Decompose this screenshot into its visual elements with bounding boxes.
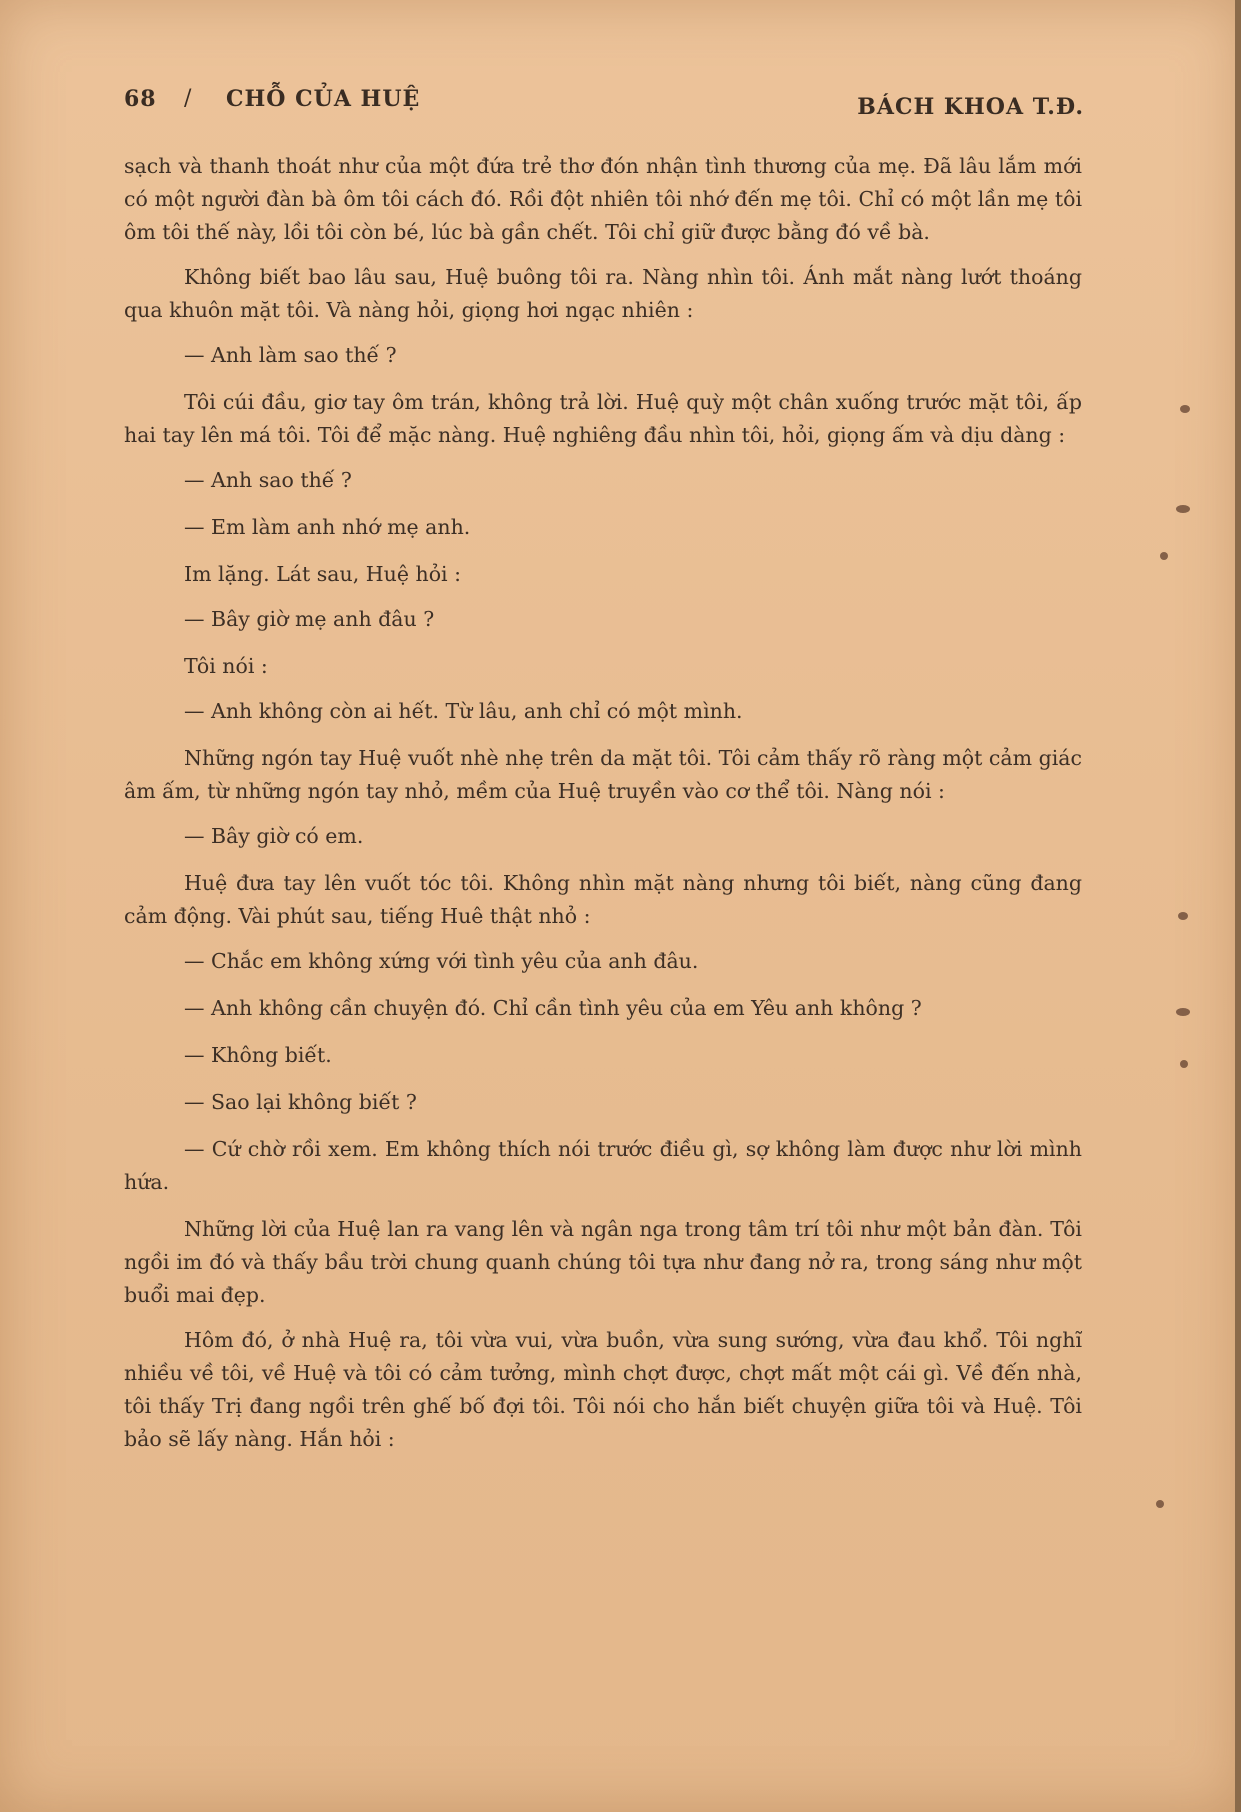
dialogue-line: — Cứ chờ rồi xem. Em không thích nói trước điều gì, sợ không làm được như lời mình hứa.: [124, 1137, 1082, 1194]
dialogue-line: — Bây giờ mẹ anh đâu ?: [184, 607, 435, 631]
paper-speck: [1180, 1060, 1188, 1068]
paragraph: Không biết bao lâu sau, Huệ buông tôi ra. Nàng nhìn tôi. Ánh mắt nàng lướt thoáng qua khuôn mặt tôi. Và nàng hỏi, giọng hơi ngạc nhiên :: [124, 265, 1082, 322]
dialogue-line: — Bây giờ có em.: [184, 824, 364, 848]
paper-speck: [1178, 912, 1188, 920]
journal-name: BÁCH KHOA T.Đ.: [857, 94, 1084, 120]
dialogue-line: — Chắc em không xứng với tình yêu của anh đâu.: [184, 949, 699, 973]
dialogue-line: — Anh không còn ai hết. Từ lâu, anh chỉ có một mình.: [184, 699, 743, 723]
header-separator: /: [184, 86, 193, 111]
dialogue-line: — Sao lại không biết ?: [184, 1090, 417, 1114]
page-number: 68: [124, 86, 157, 112]
dialogue-line: — Em làm anh nhớ mẹ anh.: [184, 515, 471, 539]
dialogue-line: — Anh làm sao thế ?: [184, 343, 397, 367]
body-text: [124, 150, 1082, 1468]
running-header: [124, 86, 1084, 126]
dialogue-line: — Anh sao thế ?: [184, 468, 352, 492]
page-edge: [1235, 0, 1241, 1812]
paper-speck: [1176, 1008, 1190, 1016]
paragraph: Hôm đó, ở nhà Huệ ra, tôi vừa vui, vừa buồn, vừa sung sướng, vừa đau khổ. Tôi nghĩ nhiều về tôi, về Huệ và tôi có cảm tưởng, mình chợt được, chợt mất một cái gì. Về đến nhà, tôi thấy Trị đang ngồi trên ghế bố đợi tôi. Tôi nói cho hắn biết chuyện giữa tôi và Huệ. Tôi bảo sẽ lấy nàng. Hắn hỏi :: [124, 1328, 1082, 1451]
paragraph: Những lời của Huệ lan ra vang lên và ngân nga trong tâm trí tôi như một bản đàn. Tôi ngồi im đó và thấy bầu trời chung quanh chúng tôi tựa như đang nở ra, trong sáng như một buổi mai đẹp.: [124, 1217, 1082, 1307]
paragraph: Những ngón tay Huệ vuốt nhè nhẹ trên da mặt tôi. Tôi cảm thấy rõ ràng một cảm giác âm ấm, từ những ngón tay nhỏ, mềm của Huệ truyền vào cơ thể tôi. Nàng nói :: [124, 746, 1082, 803]
paper-speck: [1156, 1500, 1164, 1508]
paragraph: Tôi nói :: [184, 654, 268, 678]
paper-speck: [1176, 505, 1190, 513]
paragraph: Tôi cúi đầu, giơ tay ôm trán, không trả lời. Huệ quỳ một chân xuống trước mặt tôi, ấp hai tay lên má tôi. Tôi để mặc nàng. Huệ nghiêng đầu nhìn tôi, hỏi, giọng ấm và dịu dàng :: [124, 390, 1082, 447]
paragraph: Huệ đưa tay lên vuốt tóc tôi. Không nhìn mặt nàng nhưng tôi biết, nàng cũng đang cảm động. Vài phút sau, tiếng Huê thật nhỏ :: [124, 871, 1082, 928]
paragraph: sạch và thanh thoát như của một đứa trẻ thơ đón nhận tình thương của mẹ. Đã lâu lắm mới có một người đàn bà ôm tôi cách đó. Rồi đột nhiên tôi nhớ đến mẹ tôi. Chỉ có một lần mẹ tôi ôm tôi thế này, lồi tôi còn bé, lúc bà gần chết. Tôi chỉ giữ được bằng đó về bà.: [124, 154, 1082, 244]
dialogue-line: — Anh không cần chuyện đó. Chỉ cần tình yêu của em Yêu anh không ?: [184, 996, 922, 1020]
section-title: CHỖ CỦA HUỆ: [226, 86, 421, 112]
paper-speck: [1180, 405, 1190, 413]
paragraph: Im lặng. Lát sau, Huệ hỏi :: [184, 562, 462, 586]
dialogue-line: — Không biết.: [184, 1043, 332, 1067]
paper-speck: [1160, 552, 1168, 560]
